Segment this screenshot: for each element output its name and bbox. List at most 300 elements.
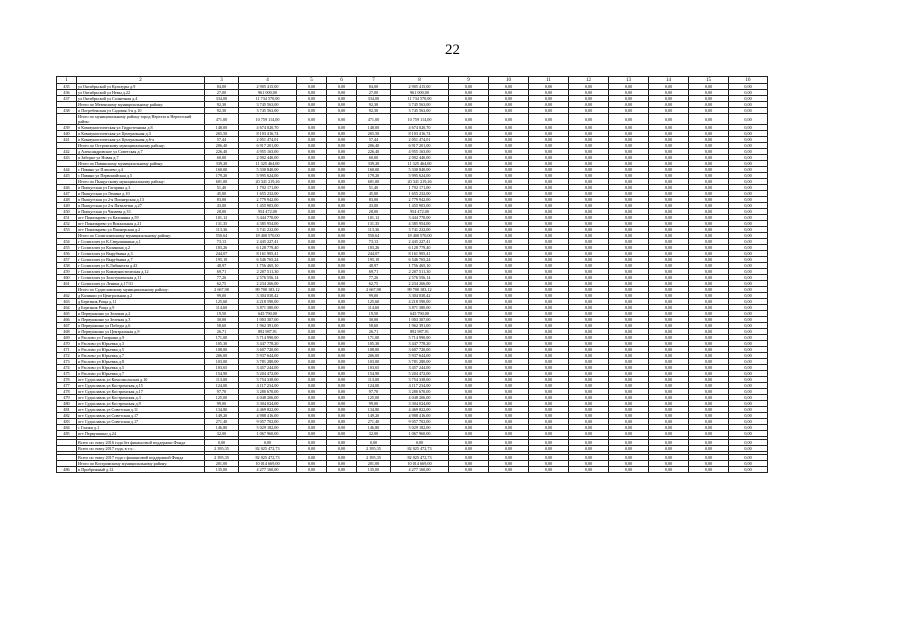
column-number-cell: 1 bbox=[57, 77, 77, 84]
row-number-cell: 474 bbox=[57, 365, 77, 371]
area-cell: 114,60 bbox=[357, 305, 391, 311]
value-cell: 0,00 bbox=[449, 317, 489, 323]
value-cell: 0,00 bbox=[649, 215, 689, 221]
cost-cell: 3 741 232,00 bbox=[391, 227, 449, 233]
value-cell: 0,00 bbox=[689, 179, 729, 185]
value-cell: 0,00 bbox=[449, 347, 489, 353]
value-cell: 0,00 bbox=[689, 383, 729, 389]
address-cell: п Первушкино ул Зеленая д.2 bbox=[77, 311, 205, 317]
value-cell: 0,00 bbox=[729, 371, 768, 377]
cost-cell: 8 161 905,41 bbox=[239, 251, 297, 257]
value-cell: 0,00 bbox=[529, 293, 569, 299]
address-cell: г Солигалич ул Калинина д.2 bbox=[77, 245, 205, 251]
area-cell: 265,50 bbox=[357, 131, 391, 137]
value-cell: 0,00 bbox=[569, 114, 609, 125]
cost-cell: 5 937 644,00 bbox=[391, 353, 449, 359]
value-cell: 0,00 bbox=[327, 155, 357, 161]
value-cell: 0,00 bbox=[569, 269, 609, 275]
area-cell: 62,75 bbox=[357, 281, 391, 287]
value-cell: 0,00 bbox=[729, 131, 768, 137]
area-cell: 135,00 bbox=[205, 467, 239, 473]
area-cell: 271,40 bbox=[357, 419, 391, 425]
address-cell: г Солигалич ул К.Либкнехта д.43 bbox=[77, 263, 205, 269]
value-cell: 0,00 bbox=[609, 425, 649, 431]
value-cell: 0,00 bbox=[689, 395, 729, 401]
area-cell: 201,00 bbox=[205, 461, 239, 467]
value-cell: 0,00 bbox=[609, 383, 649, 389]
cost-cell: 3 444 770,00 bbox=[239, 215, 297, 221]
row-number-cell: 462 bbox=[57, 293, 77, 299]
cost-cell: 82 025 472,73 bbox=[239, 446, 297, 452]
value-cell: 0,00 bbox=[609, 455, 649, 461]
value-cell: 0,00 bbox=[569, 197, 609, 203]
value-cell: 0,00 bbox=[529, 137, 569, 143]
value-cell: 0,00 bbox=[449, 275, 489, 281]
value-cell: 0,00 bbox=[449, 179, 489, 185]
value-cell: 0,00 bbox=[609, 347, 649, 353]
value-cell: 0,00 bbox=[689, 131, 729, 137]
value-cell: 0,00 bbox=[729, 161, 768, 167]
area-cell: 48,97 bbox=[357, 263, 391, 269]
value-cell: 0,00 bbox=[729, 293, 768, 299]
value-cell: 0,00 bbox=[689, 413, 729, 419]
row-number-cell: 484 bbox=[57, 425, 77, 431]
value-cell: 0,00 bbox=[449, 425, 489, 431]
value-cell: 0,00 bbox=[489, 84, 529, 90]
value-cell: 0,00 bbox=[569, 173, 609, 179]
value-cell: 0,00 bbox=[689, 365, 729, 371]
column-number-cell: 5 bbox=[297, 77, 327, 84]
area-cell: 92,30 bbox=[205, 102, 239, 108]
area-cell: 92,30 bbox=[357, 108, 391, 114]
cost-cell: 5 204 472,00 bbox=[391, 371, 449, 377]
value-cell: 0,00 bbox=[489, 446, 529, 452]
value-cell: 0,00 bbox=[609, 215, 649, 221]
row-number-cell: 446 bbox=[57, 185, 77, 191]
value-cell: 0,00 bbox=[689, 323, 729, 329]
area-cell: 183,26 bbox=[357, 245, 391, 251]
column-number-cell: 16 bbox=[729, 77, 768, 84]
address-cell: пгт Судиславль ул Советская д.17 bbox=[77, 419, 205, 425]
cost-cell: 961 000,00 bbox=[391, 90, 449, 96]
cost-cell: 2 207 511,30 bbox=[391, 269, 449, 275]
value-cell: 0,00 bbox=[327, 233, 357, 239]
address-cell: п Пыщугская ул Чапаева д.33 bbox=[77, 209, 205, 215]
value-cell: 0,00 bbox=[449, 311, 489, 317]
value-cell: 0,00 bbox=[489, 155, 529, 161]
cost-cell: 3 457 244,00 bbox=[239, 365, 297, 371]
value-cell: 0,00 bbox=[327, 446, 357, 452]
value-cell: 0,00 bbox=[297, 467, 327, 473]
value-cell: 0,00 bbox=[569, 131, 609, 137]
value-cell: 0,00 bbox=[729, 383, 768, 389]
value-cell: 0,00 bbox=[449, 197, 489, 203]
cost-cell: 4 048 266,00 bbox=[239, 395, 297, 401]
value-cell: 0,00 bbox=[297, 245, 327, 251]
area-cell: 226,40 bbox=[205, 149, 239, 155]
cost-cell: 3 607 720,00 bbox=[391, 347, 449, 353]
value-cell: 0,00 bbox=[489, 281, 529, 287]
value-cell: 0,00 bbox=[649, 239, 689, 245]
value-cell: 0,00 bbox=[529, 371, 569, 377]
row-number-cell: 463 bbox=[57, 299, 77, 305]
value-cell: 0,00 bbox=[569, 137, 609, 143]
value-cell: 0,00 bbox=[609, 96, 649, 102]
value-cell: 0,00 bbox=[569, 96, 609, 102]
value-cell: 0,00 bbox=[489, 335, 529, 341]
area-cell: 77,26 bbox=[205, 275, 239, 281]
area-cell: 271,40 bbox=[205, 419, 239, 425]
value-cell: 0,00 bbox=[529, 305, 569, 311]
value-cell: 0,00 bbox=[609, 257, 649, 263]
value-cell: 0,00 bbox=[297, 440, 327, 446]
value-cell: 0,00 bbox=[327, 185, 357, 191]
value-cell: 0,00 bbox=[489, 257, 529, 263]
value-cell: 0,00 bbox=[449, 323, 489, 329]
address-cell: Всего по этапу 2017 года, в т.ч.: bbox=[77, 446, 205, 452]
address-cell: п Коммунистическая ул Центральная д.3 bbox=[77, 131, 205, 137]
value-cell: 0,00 bbox=[449, 185, 489, 191]
address-cell: пгт Судиславль ул Костромская д.9 bbox=[77, 401, 205, 407]
value-cell: 0,00 bbox=[649, 353, 689, 359]
cost-cell: 10 014 669,00 bbox=[239, 461, 297, 467]
value-cell: 0,00 bbox=[297, 90, 327, 96]
row-number-cell: 476 bbox=[57, 377, 77, 383]
value-cell: 0,00 bbox=[609, 239, 649, 245]
value-cell: 0,00 bbox=[689, 446, 729, 452]
value-cell: 0,00 bbox=[449, 389, 489, 395]
area-cell: 160,00 bbox=[205, 167, 239, 173]
value-cell: 0,00 bbox=[609, 251, 649, 257]
value-cell: 0,00 bbox=[327, 347, 357, 353]
value-cell: 0,00 bbox=[449, 431, 489, 437]
cost-cell: 2 234 266,00 bbox=[391, 281, 449, 287]
value-cell: 0,00 bbox=[609, 413, 649, 419]
value-cell: 0,00 bbox=[689, 371, 729, 377]
address-cell: г Солигалич ул Вырубкина д.7 bbox=[77, 257, 205, 263]
value-cell: 0,00 bbox=[297, 299, 327, 305]
value-cell: 0,00 bbox=[689, 359, 729, 365]
area-cell: 146,80 bbox=[205, 425, 239, 431]
area-cell: 201,00 bbox=[357, 461, 391, 467]
row-number-cell: 472 bbox=[57, 353, 77, 359]
value-cell: 0,00 bbox=[297, 287, 327, 293]
value-cell: 0,00 bbox=[729, 179, 768, 185]
area-cell: 26,71 bbox=[357, 329, 391, 335]
value-cell: 0,00 bbox=[649, 275, 689, 281]
value-cell: 0,00 bbox=[529, 167, 569, 173]
column-number-cell: 6 bbox=[327, 77, 357, 84]
value-cell: 0,00 bbox=[529, 299, 569, 305]
value-cell: 0,00 bbox=[489, 383, 529, 389]
area-cell: 99,00 bbox=[357, 293, 391, 299]
value-cell: 0,00 bbox=[529, 155, 569, 161]
address-cell: г Солигалич ул Золотушенская д.11 bbox=[77, 275, 205, 281]
value-cell: 0,00 bbox=[327, 467, 357, 473]
value-cell: 0,00 bbox=[489, 131, 529, 137]
value-cell: 0,00 bbox=[569, 353, 609, 359]
value-cell: 0,00 bbox=[609, 131, 649, 137]
cost-cell: 1 756 465,10 bbox=[391, 263, 449, 269]
value-cell: 0,00 bbox=[569, 257, 609, 263]
value-cell: 0,00 bbox=[297, 317, 327, 323]
value-cell: 0,00 bbox=[327, 137, 357, 143]
area-cell: 339,20 bbox=[205, 161, 239, 167]
value-cell: 0,00 bbox=[569, 233, 609, 239]
value-cell: 0,00 bbox=[297, 383, 327, 389]
cost-cell: 954 472,00 bbox=[239, 209, 297, 215]
address-cell: п Пыщугская ул 2-я Пятилетки д.27 bbox=[77, 203, 205, 209]
cost-cell: 6 546 765,24 bbox=[239, 257, 297, 263]
value-cell: 0,00 bbox=[327, 149, 357, 155]
value-cell: 0,00 bbox=[609, 281, 649, 287]
value-cell: 0,00 bbox=[609, 389, 649, 395]
value-cell: 0,00 bbox=[569, 227, 609, 233]
value-cell: 0,00 bbox=[529, 239, 569, 245]
cost-cell: 2 779 942,00 bbox=[391, 197, 449, 203]
value-cell: 0,00 bbox=[569, 275, 609, 281]
address-cell: д Калинки ул Центральная д.2 bbox=[77, 293, 205, 299]
area-cell: 92,30 bbox=[357, 102, 391, 108]
value-cell: 0,00 bbox=[327, 419, 357, 425]
cost-cell: 892 987,91 bbox=[239, 329, 297, 335]
area-cell: 113,00 bbox=[205, 377, 239, 383]
value-cell: 0,00 bbox=[489, 407, 529, 413]
cost-cell: 18 400 570,00 bbox=[391, 233, 449, 239]
value-cell: 0,00 bbox=[649, 407, 689, 413]
area-cell: 206,00 bbox=[205, 353, 239, 359]
value-cell: 0,00 bbox=[449, 467, 489, 473]
value-cell: 0,00 bbox=[449, 287, 489, 293]
value-cell: 0,00 bbox=[529, 461, 569, 467]
value-cell: 0,00 bbox=[569, 383, 609, 389]
value-cell: 0,00 bbox=[297, 275, 327, 281]
value-cell: 0,00 bbox=[297, 377, 327, 383]
value-cell: 0,00 bbox=[529, 263, 569, 269]
value-cell: 0,00 bbox=[689, 239, 729, 245]
cost-cell: 3 447 778,20 bbox=[391, 341, 449, 347]
value-cell: 0,00 bbox=[729, 239, 768, 245]
area-cell: 62,75 bbox=[205, 281, 239, 287]
area-cell: 125,60 bbox=[205, 299, 239, 305]
value-cell: 0,00 bbox=[569, 203, 609, 209]
area-cell: 148,00 bbox=[357, 125, 391, 131]
cost-cell: 3 304 030,42 bbox=[391, 293, 449, 299]
value-cell: 0,00 bbox=[489, 161, 529, 167]
value-cell: 0,00 bbox=[689, 317, 729, 323]
value-cell: 0,00 bbox=[327, 317, 357, 323]
cost-cell: 82 025 472,73 bbox=[239, 455, 297, 461]
area-cell: 124,00 bbox=[357, 383, 391, 389]
value-cell: 0,00 bbox=[569, 167, 609, 173]
value-cell: 0,00 bbox=[327, 329, 357, 335]
cost-cell: 3 280 670,00 bbox=[239, 389, 297, 395]
area-cell: 58,60 bbox=[205, 323, 239, 329]
value-cell: 0,00 bbox=[609, 233, 649, 239]
address-cell: с Глазки д.1 bbox=[77, 425, 205, 431]
area-cell: 60,00 bbox=[205, 155, 239, 161]
value-cell: 0,00 bbox=[529, 311, 569, 317]
address-cell: ул Октябрьской ул Культуры д.9 bbox=[77, 84, 205, 90]
value-cell: 0,00 bbox=[297, 407, 327, 413]
value-cell: 0,00 bbox=[449, 359, 489, 365]
address-cell: п Пыщугская ул Гагарина д.3 bbox=[77, 185, 205, 191]
value-cell: 0,00 bbox=[327, 131, 357, 137]
value-cell: 0,00 bbox=[569, 467, 609, 473]
value-cell: 0,00 bbox=[609, 137, 649, 143]
value-cell: 0,00 bbox=[729, 425, 768, 431]
value-cell: 0,00 bbox=[649, 281, 689, 287]
row-number-cell bbox=[57, 114, 77, 125]
value-cell: 0,00 bbox=[529, 197, 569, 203]
area-cell: 146,80 bbox=[357, 425, 391, 431]
value-cell: 0,00 bbox=[569, 431, 609, 437]
value-cell: 0,00 bbox=[729, 323, 768, 329]
value-cell: 0,00 bbox=[529, 143, 569, 149]
value-cell: 0,00 bbox=[489, 191, 529, 197]
value-cell: 0,00 bbox=[489, 90, 529, 96]
value-cell: 0,00 bbox=[449, 269, 489, 275]
value-cell: 0,00 bbox=[569, 305, 609, 311]
value-cell: 0,00 bbox=[327, 377, 357, 383]
value-cell: 0,00 bbox=[327, 389, 357, 395]
cost-cell: 954 472,00 bbox=[391, 209, 449, 215]
column-number-cell: 12 bbox=[569, 77, 609, 84]
cost-cell: 645 790,00 bbox=[239, 311, 297, 317]
value-cell: 0,00 bbox=[529, 233, 569, 239]
cost-cell: 1 455 903,00 bbox=[391, 203, 449, 209]
area-cell: 30,00 bbox=[357, 317, 391, 323]
row-number-cell: 481 bbox=[57, 407, 77, 413]
value-cell: 0,00 bbox=[609, 155, 649, 161]
value-cell: 0,00 bbox=[529, 317, 569, 323]
value-cell: 0,00 bbox=[449, 108, 489, 114]
value-cell: 0,00 bbox=[609, 90, 649, 96]
value-cell: 0,00 bbox=[529, 287, 569, 293]
value-cell: 0,00 bbox=[529, 257, 569, 263]
value-cell: 0,00 bbox=[489, 269, 529, 275]
row-number-cell: 442 bbox=[57, 149, 77, 155]
value-cell: 0,00 bbox=[449, 353, 489, 359]
value-cell: 0,00 bbox=[729, 317, 768, 323]
value-cell: 0,00 bbox=[489, 365, 529, 371]
row-number-cell: 457 bbox=[57, 257, 77, 263]
value-cell: 0,00 bbox=[729, 143, 768, 149]
value-cell: 0,00 bbox=[297, 125, 327, 131]
address-cell: Итого по Судиславскому муниципальному району: bbox=[77, 287, 205, 293]
row-number-cell: 465 bbox=[57, 311, 77, 317]
row-number-cell: 473 bbox=[57, 359, 77, 365]
row-number-cell: 440 bbox=[57, 131, 77, 137]
value-cell: 0,00 bbox=[327, 209, 357, 215]
area-cell: 131,35 bbox=[205, 221, 239, 227]
value-cell: 0,00 bbox=[529, 395, 569, 401]
value-cell: 0,00 bbox=[649, 419, 689, 425]
value-cell: 0,00 bbox=[689, 431, 729, 437]
cost-cell: 2 905 415,00 bbox=[239, 84, 297, 90]
row-number-cell: 485 bbox=[57, 431, 77, 437]
row-number-cell: 456 bbox=[57, 251, 77, 257]
area-cell: 114,60 bbox=[205, 305, 239, 311]
value-cell: 0,00 bbox=[569, 185, 609, 191]
area-cell: 2 667,98 bbox=[357, 287, 391, 293]
value-cell: 0,00 bbox=[649, 377, 689, 383]
cost-cell: 3 754 338,00 bbox=[239, 377, 297, 383]
column-number-cell: 14 bbox=[649, 77, 689, 84]
value-cell: 0,00 bbox=[729, 365, 768, 371]
value-cell: 0,00 bbox=[327, 371, 357, 377]
cost-cell: 6 546 765,24 bbox=[391, 257, 449, 263]
value-cell: 0,00 bbox=[489, 245, 529, 251]
value-cell: 0,00 bbox=[449, 461, 489, 467]
value-cell: 0,00 bbox=[689, 137, 729, 143]
area-cell: 58,60 bbox=[357, 323, 391, 329]
area-cell: 149,20 bbox=[205, 413, 239, 419]
value-cell: 0,00 bbox=[609, 149, 649, 155]
value-cell: 0,00 bbox=[609, 341, 649, 347]
value-cell: 0,00 bbox=[689, 173, 729, 179]
value-cell: 0,00 bbox=[729, 287, 768, 293]
value-cell: 0,00 bbox=[327, 401, 357, 407]
cost-cell: 5 995 624,00 bbox=[391, 173, 449, 179]
value-cell: 0,00 bbox=[327, 239, 357, 245]
value-cell: 0,00 bbox=[729, 455, 768, 461]
address-cell: п Пыщугская ул 2-я Пионерская д.13 bbox=[77, 197, 205, 203]
value-cell: 0,00 bbox=[529, 365, 569, 371]
value-cell: 0,00 bbox=[297, 257, 327, 263]
value-cell: 0,00 bbox=[729, 347, 768, 353]
area-cell: 179,20 bbox=[205, 173, 239, 179]
column-number-cell: 3 bbox=[205, 77, 239, 84]
value-cell: 0,00 bbox=[529, 209, 569, 215]
value-cell: 0,00 bbox=[729, 467, 768, 473]
value-cell: 0,00 bbox=[689, 167, 729, 173]
value-cell: 0,00 bbox=[327, 299, 357, 305]
cost-cell: 2 576 556,14 bbox=[391, 275, 449, 281]
value-cell: 0,00 bbox=[297, 179, 327, 185]
area-cell: 206,00 bbox=[357, 353, 391, 359]
value-cell: 0,00 bbox=[327, 197, 357, 203]
area-cell: 57,44 bbox=[357, 137, 391, 143]
row-number-cell: 449 bbox=[57, 203, 77, 209]
value-cell: 0,00 bbox=[649, 413, 689, 419]
area-cell: 149,20 bbox=[357, 413, 391, 419]
value-cell: 0,00 bbox=[729, 84, 768, 90]
value-cell: 0,00 bbox=[569, 371, 609, 377]
value-cell: 0,00 bbox=[327, 440, 357, 446]
address-cell: Итого по Мезенскому муниципальному району: bbox=[77, 102, 205, 108]
address-cell: с Павино ул Первомайская д.5 bbox=[77, 173, 205, 179]
value-cell: 0,00 bbox=[489, 197, 529, 203]
value-cell: 0,00 bbox=[649, 269, 689, 275]
value-cell: 0,00 bbox=[489, 114, 529, 125]
cost-cell: 1 003 307,00 bbox=[391, 317, 449, 323]
value-cell: 0,00 bbox=[609, 108, 649, 114]
value-cell: 0,00 bbox=[489, 251, 529, 257]
value-cell: 0,00 bbox=[489, 461, 529, 467]
row-number-cell: 439 bbox=[57, 125, 77, 131]
cost-cell: 4 988 416,00 bbox=[391, 413, 449, 419]
value-cell: 0,00 bbox=[489, 431, 529, 437]
cost-cell: 10 014 669,00 bbox=[391, 461, 449, 467]
value-cell: 0,00 bbox=[327, 413, 357, 419]
cost-cell: 4 218 590,00 bbox=[391, 299, 449, 305]
value-cell: 0,00 bbox=[649, 197, 689, 203]
value-cell: 0,00 bbox=[609, 293, 649, 299]
value-cell: 0,00 bbox=[569, 143, 609, 149]
row-number-cell: 455 bbox=[57, 245, 77, 251]
row-number-cell: 460 bbox=[57, 275, 77, 281]
